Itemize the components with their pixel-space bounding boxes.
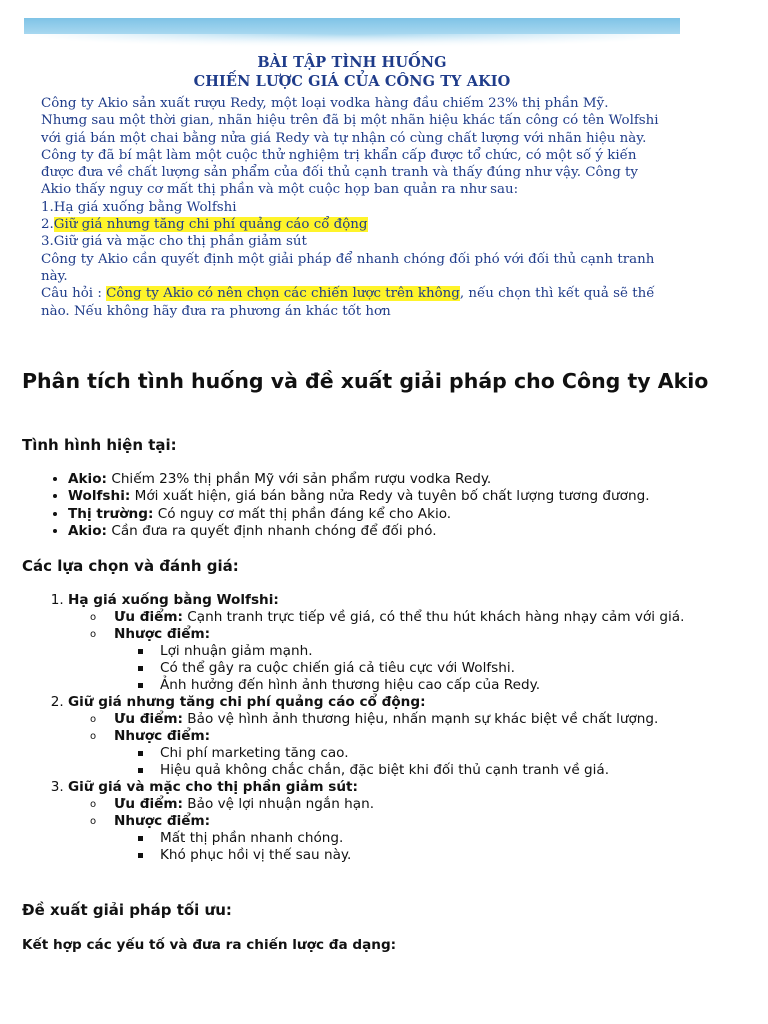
current-situation-list: [22, 471, 768, 540]
exercise-image: [24, 18, 680, 350]
item-label: Wolfshi:: [68, 488, 131, 505]
options-list: [22, 592, 768, 864]
exercise-line: Công ty Akio sản xuất rượu Redy, một loại vodka hàng đầu chiếm 23% thị phần Mỹ.: [41, 96, 609, 111]
cons-label: Nhược điểm:: [114, 728, 211, 744]
exercise-title-line1: BÀI TẬP TÌNH HUỐNG: [257, 54, 447, 71]
cons-item: [114, 626, 768, 694]
option-2-prefix: 2.: [41, 217, 54, 233]
question-rest: , nếu chọn thì kết quả sẽ thế: [459, 286, 655, 302]
cons-item: [114, 813, 768, 864]
list-item: [68, 506, 768, 523]
option-2-highlight: Giữ giá nhưng tăng chi phí quảng cáo cổ động: [53, 217, 368, 233]
pros-text: Bảo vệ hình ảnh thương hiệu, nhấn mạnh sự khác biệt về chất lượng.: [182, 711, 659, 727]
exercise-line: với giá bán một chai bằng nửa giá Redy và tự nhận có cùng chất lượng với nhãn hiệu này.: [41, 130, 647, 146]
exercise-line: 3.Giữ giá và mặc cho thị phần giảm sút: [41, 234, 307, 250]
option-item: [68, 779, 768, 864]
exercise-line: được đưa về chất lượng sản phẩm của đối thủ cạnh tranh và thấy đúng như vậy. Công ty: [41, 165, 638, 181]
solution-heading: Đề xuất giải pháp tối ưu:: [22, 901, 232, 919]
pros-label: Ưu điểm:: [114, 711, 183, 727]
cons-item: [114, 728, 768, 779]
pros-label: Ưu điểm:: [114, 609, 183, 625]
cons-point: Chi phí marketing tăng cao.: [160, 745, 768, 762]
cons-list: [114, 830, 768, 864]
item-text: Cần đưa ra quyết định nhanh chóng để đối phó.: [107, 522, 437, 539]
exercise-body: [41, 95, 673, 320]
exercise-line: Nhưng sau một thời gian, nhãn hiệu trên đã bị một nhãn hiệu khác tấn công có tên Wolfshi: [41, 113, 659, 129]
pros-item: [114, 609, 768, 626]
cons-list: [114, 745, 768, 779]
item-label: Akio:: [68, 471, 107, 487]
option-title: Giữ giá và mặc cho thị phần giảm sút:: [68, 779, 358, 795]
question-highlight: Công ty Akio có nên chọn các chiến lược trên không: [106, 286, 460, 302]
item-text: Có nguy cơ mất thị phần đáng kể cho Akio.: [153, 505, 452, 522]
page-title: Phân tích tình huống và đề xuất giải pháp cho Công ty Akio: [22, 369, 709, 393]
cons-point: Có thể gây ra cuộc chiến giá cả tiêu cực với Wolfshi.: [160, 660, 768, 677]
option-evaluation: [68, 609, 768, 694]
options-heading: Các lựa chọn và đánh giá:: [22, 557, 239, 575]
option-evaluation: [68, 796, 768, 864]
question-prefix: Câu hỏi :: [41, 286, 107, 302]
cons-point: Lợi nhuận giảm mạnh.: [160, 643, 768, 660]
pros-label: Ưu điểm:: [114, 796, 183, 812]
cons-list: [114, 643, 768, 694]
exercise-title-line2: CHIẾN LƯỢC GIÁ CỦA CÔNG TY AKIO: [193, 73, 511, 90]
pros-item: [114, 796, 768, 813]
exercise-line: Akio thấy nguy cơ mất thị phần và một cuộc họp ban quản ra như sau:: [41, 182, 519, 198]
exercise-option-2: [41, 216, 673, 233]
banner-decoration: [24, 18, 680, 48]
exercise-line: Công ty đã bí mật làm một cuộc thử nghiệm trị khẩn cấp được tổ chức, có một số ý kiến: [41, 147, 637, 163]
cons-label: Nhược điểm:: [114, 626, 211, 642]
pros-text: Cạnh tranh trực tiếp về giá, có thể thu hút khách hàng nhạy cảm với giá.: [182, 609, 685, 625]
cons-point: Ảnh hưởng đến hình ảnh thương hiệu cao cấp của Redy.: [160, 677, 768, 694]
list-item: [68, 523, 768, 540]
current-situation-heading: Tình hình hiện tại:: [22, 436, 177, 454]
option-title: Giữ giá nhưng tăng chi phí quảng cáo cổ động:: [68, 694, 426, 710]
option-evaluation: [68, 711, 768, 779]
cons-point: Mất thị phần nhanh chóng.: [160, 830, 768, 847]
option-title: Hạ giá xuống bằng Wolfshi:: [68, 592, 279, 608]
item-text: Chiếm 23% thị phần Mỹ với sản phẩm rượu vodka Redy.: [107, 471, 492, 487]
exercise-line: này.: [41, 268, 68, 284]
item-text: Mới xuất hiện, giá bán bằng nửa Redy và tuyên bố chất lượng tương đương.: [130, 488, 650, 505]
exercise-question-line2: nào. Nếu không hãy đưa ra phương án khác tốt hơn: [41, 303, 391, 319]
option-item: [68, 694, 768, 779]
item-label: Thị trường:: [68, 505, 154, 522]
cons-label: Nhược điểm:: [114, 813, 211, 829]
exercise-question: [41, 285, 673, 302]
cons-point: Hiệu quả không chắc chắn, đặc biệt khi đối thủ cạnh tranh về giá.: [160, 762, 768, 779]
combine-strategy-heading: Kết hợp các yếu tố và đưa ra chiến lược đa dạng:: [22, 937, 397, 953]
pros-item: [114, 711, 768, 728]
list-item: [68, 471, 768, 488]
cons-point: Khó phục hồi vị thế sau này.: [160, 847, 768, 864]
option-item: [68, 592, 768, 694]
exercise-line: 1.Hạ giá xuống bằng Wolfshi: [41, 199, 237, 215]
exercise-line: Công ty Akio cần quyết định một giải pháp để nhanh chóng đối phó với đối thủ cạnh tranh: [41, 251, 655, 267]
list-item: [68, 488, 768, 505]
pros-text: Bảo vệ lợi nhuận ngắn hạn.: [182, 796, 375, 812]
item-label: Akio:: [68, 522, 107, 539]
